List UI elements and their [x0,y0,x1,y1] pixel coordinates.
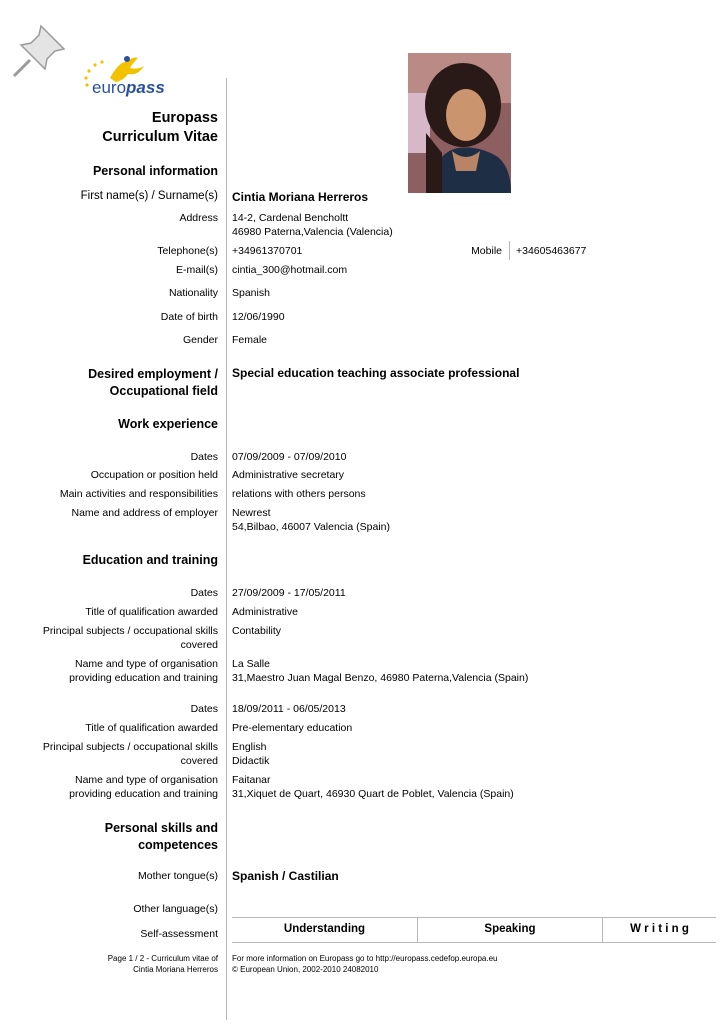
footer-page-line-1: Page 1 / 2 - Curriculum vitae of [107,954,218,963]
edu2-org-line-1: Faitanar [232,774,271,786]
profile-photo [408,53,511,193]
mother-tongue-value: Spanish / Castilian [232,869,339,883]
employer-line-1: Newrest [232,507,271,519]
section-personal-skills [105,820,218,854]
gender-label: Gender [182,334,218,346]
logo-text-euro: euro [92,78,127,97]
self-assessment-table-header [232,917,716,943]
footer-page-line-2: Cintia Moriana Herreros [133,965,218,974]
desired-line-1: Desired employment / [88,367,218,381]
col-writing: W r i t i n g [630,923,689,935]
self-assessment-label: Self-assessment [140,928,218,940]
mobile-label: Mobile [471,245,502,257]
edu1-org-label-2: providing education and training [69,672,218,684]
edu2-subjects-line-1: English [232,741,267,753]
employer-line-2: 54,Bilbao, 46007 Valencia (Spain) [232,521,390,533]
edu2-title-label: Title of qualification awarded [85,722,218,734]
desired-employment-value: Special education teaching associate professional [232,366,520,380]
pin-icon [8,20,70,82]
edu1-dates-value: 27/09/2009 - 17/05/2011 [232,587,346,599]
telephone-label: Telephone(s) [157,245,218,257]
dob-value: 12/06/1990 [232,311,285,323]
activities-value: relations with others persons [232,488,366,500]
nationality-label: Nationality [168,287,218,299]
edu2-org-label-1: Name and type of organisation [74,774,218,786]
edu2-subjects-label-2: covered [180,755,218,767]
telephone-value: +34961370701 [232,245,303,257]
nationality-value: Spanish [232,287,270,299]
dob-label: Date of birth [160,311,218,323]
title-line-1: Europass [151,110,218,126]
section-personal-information: Personal information [92,164,218,178]
gender-value: Female [232,334,268,346]
section-education-training: Education and training [82,553,218,567]
edu1-dates-label: Dates [190,587,218,599]
occupation-label: Occupation or position held [90,469,218,481]
work-dates-value: 07/09/2009 - 07/09/2010 [232,451,347,463]
edu2-subjects-line-2: Didactik [232,755,270,767]
col-speaking: Speaking [484,923,536,935]
footer-info-line-2: © European Union, 2002-2010 24082010 [232,965,379,974]
section-desired-employment [88,366,218,400]
col-understanding: Understanding [283,923,366,935]
edu1-subjects-label-2: covered [180,639,218,651]
europass-logo [80,52,170,102]
edu1-title-label: Title of qualification awarded [85,606,218,618]
employer-label: Name and address of employer [71,507,218,519]
name-label: First name(s) / Surname(s) [80,190,218,202]
edu1-title-value: Administrative [232,606,298,618]
edu2-dates-label: Dates [190,703,218,715]
edu1-org-label-1: Name and type of organisation [74,658,218,670]
edu2-subjects-label-1: Principal subjects / occupational skills [42,741,218,753]
column-divider [226,78,227,1020]
email-label: E-mail(s) [176,264,218,276]
footer-info [232,953,498,975]
edu1-org-line-1: La Salle [232,658,270,670]
address-line-1: 14-2, Cardenal Bencholtt [232,212,349,224]
activities-label: Main activities and responsibilities [59,488,218,500]
mobile-value: +34605463677 [516,245,587,257]
skills-line-1: Personal skills and [104,821,218,835]
edu2-dates-value: 18/09/2011 - 06/05/2013 [232,703,346,715]
address-line-2: 46980 Paterna,Valencia (Valencia) [232,226,393,238]
email-value: cintia_300@hotmail.com [232,264,348,276]
mobile-divider [509,241,510,260]
edu2-org-line-2: 31,Xiquet de Quart, 46930 Quart de Poblet, Valencia (Spain) [232,788,514,800]
footer-info-line-1: For more information on Europass go to http://europass.cedefop.europa.eu [232,954,498,963]
edu2-title-value: Pre-elementary education [232,722,353,734]
edu1-subjects-value: Contability [232,625,282,637]
edu1-org-line-2: 31,Maestro Juan Magal Benzo, 46980 Paterna,Valencia (Spain) [232,672,529,684]
title-line-2: Curriculum Vitae [102,129,218,145]
footer-page-info [108,953,218,975]
full-name: Cintia Moriana Herreros [232,190,369,204]
desired-line-2: Occupational field [109,384,218,398]
section-work-experience: Work experience [118,417,218,431]
work-dates-label: Dates [190,451,218,463]
skills-line-2: competences [138,838,218,852]
occupation-value: Administrative secretary [232,469,345,481]
logo-text-pass: pass [126,78,165,97]
mother-tongue-label: Mother tongue(s) [138,870,218,882]
other-language-label: Other language(s) [133,903,218,915]
edu1-subjects-label-1: Principal subjects / occupational skills [42,625,218,637]
page-title [102,109,218,147]
address-label: Address [179,212,218,224]
edu2-org-label-2: providing education and training [69,788,218,800]
